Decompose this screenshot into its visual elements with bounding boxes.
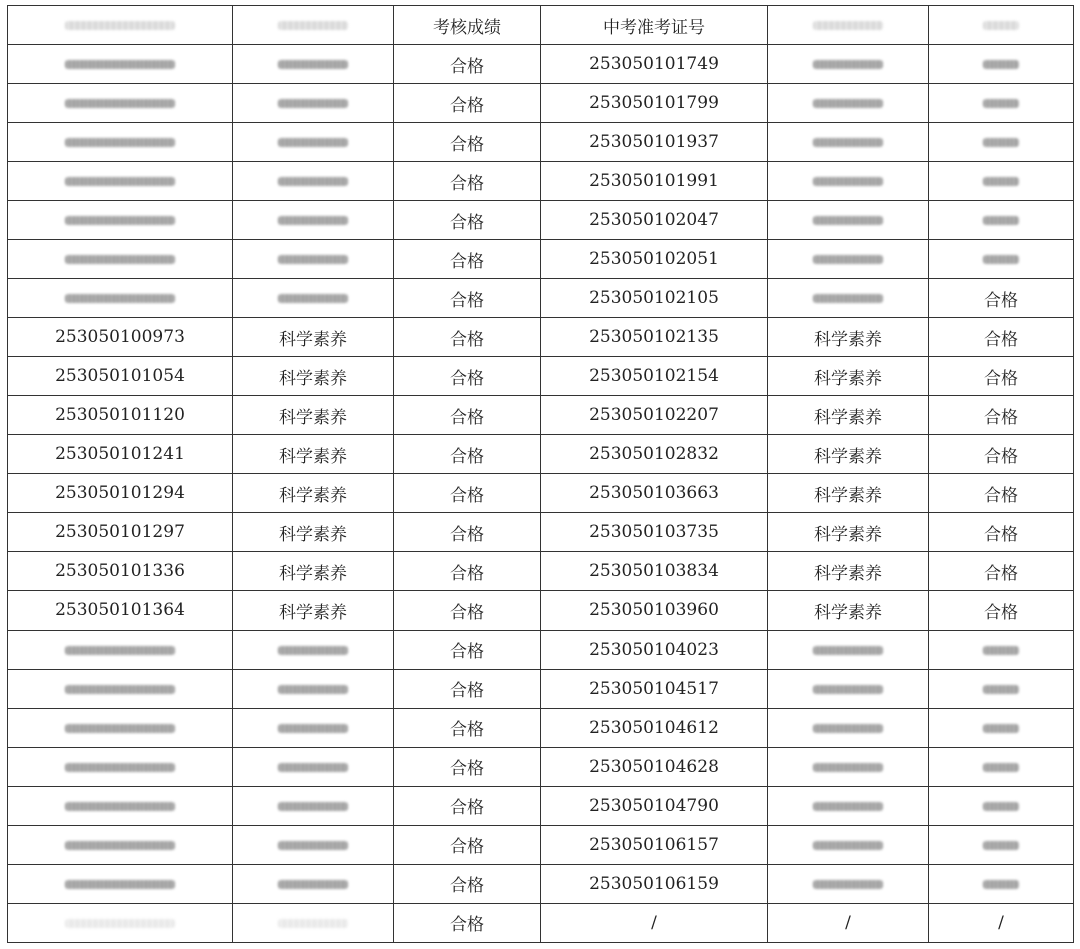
cell-right-id: 253050102105 xyxy=(541,279,768,318)
cell-right-subject xyxy=(768,825,929,864)
cell-right-result xyxy=(929,123,1074,162)
cell-right-subject xyxy=(768,669,929,708)
blurred-text xyxy=(813,99,883,108)
cell-left-result: 合格 xyxy=(394,903,541,942)
cell-left-result: 合格 xyxy=(394,864,541,903)
cell-left-subject xyxy=(233,825,394,864)
cell-right-id: 253050101937 xyxy=(541,123,768,162)
cell-left-subject xyxy=(233,786,394,825)
table-row xyxy=(8,84,1074,123)
blurred-text xyxy=(813,216,883,225)
cell-left-subject xyxy=(233,123,394,162)
blurred-text xyxy=(65,685,175,694)
cell-right-id: 253050103834 xyxy=(541,552,768,591)
blurred-text xyxy=(65,216,175,225)
cell-left-result: 合格 xyxy=(394,474,541,513)
cell-left-id xyxy=(8,123,233,162)
cell-left-subject: 科学素养 xyxy=(233,591,394,630)
cell-left-id xyxy=(8,708,233,747)
blurred-text xyxy=(983,841,1019,850)
cell-right-subject xyxy=(768,786,929,825)
cell-left-result: 合格 xyxy=(394,669,541,708)
cell-left-id: 253050101120 xyxy=(8,396,233,435)
cell-right-result xyxy=(929,240,1074,279)
blurred-text xyxy=(278,841,348,850)
cell-left-subject xyxy=(233,84,394,123)
blurred-text xyxy=(813,724,883,733)
table-row xyxy=(8,747,1074,786)
cell-right-subject xyxy=(768,45,929,84)
table-row xyxy=(8,162,1074,201)
table-row xyxy=(8,708,1074,747)
cell-right-id: 253050102047 xyxy=(541,201,768,240)
blurred-text xyxy=(983,216,1019,225)
cell-right-subject: / xyxy=(768,903,929,942)
table-row xyxy=(8,903,1074,942)
cell-right-subject: 科学素养 xyxy=(768,552,929,591)
cell-right-result xyxy=(929,708,1074,747)
table-row xyxy=(8,825,1074,864)
cell-left-result: 合格 xyxy=(394,825,541,864)
cell-left-result: 合格 xyxy=(394,240,541,279)
cell-left-id xyxy=(8,864,233,903)
blurred-text xyxy=(278,177,348,186)
blurred-text xyxy=(65,255,175,264)
header-cell-left-id xyxy=(8,6,233,45)
cell-right-id: 253050104628 xyxy=(541,747,768,786)
cell-left-result: 合格 xyxy=(394,552,541,591)
cell-left-subject: 科学素养 xyxy=(233,513,394,552)
cell-left-subject: 科学素养 xyxy=(233,318,394,357)
cell-right-result: 合格 xyxy=(929,279,1074,318)
cell-right-subject: 科学素养 xyxy=(768,318,929,357)
blurred-text xyxy=(65,294,175,303)
blurred-text xyxy=(983,802,1019,811)
cell-left-result: 合格 xyxy=(394,279,541,318)
blurred-text xyxy=(813,21,883,30)
blurred-text xyxy=(278,138,348,147)
cell-right-subject: 科学素养 xyxy=(768,396,929,435)
cell-right-id: 253050102207 xyxy=(541,396,768,435)
table-row xyxy=(8,45,1074,84)
cell-right-subject xyxy=(768,162,929,201)
cell-left-id: 253050101364 xyxy=(8,591,233,630)
blurred-text xyxy=(65,177,175,186)
table-row xyxy=(8,669,1074,708)
cell-right-result: 合格 xyxy=(929,396,1074,435)
cell-right-id: 253050101799 xyxy=(541,84,768,123)
blurred-text xyxy=(278,60,348,69)
cell-right-id: 253050104612 xyxy=(541,708,768,747)
cell-right-subject xyxy=(768,279,929,318)
blurred-text xyxy=(813,138,883,147)
cell-left-id xyxy=(8,825,233,864)
cell-left-result: 合格 xyxy=(394,123,541,162)
blurred-text xyxy=(65,21,175,30)
cell-right-id: 253050101991 xyxy=(541,162,768,201)
blurred-text xyxy=(983,880,1019,889)
results-table xyxy=(7,5,1074,943)
blurred-text xyxy=(278,99,348,108)
blurred-text xyxy=(813,294,883,303)
cell-left-id xyxy=(8,162,233,201)
header-cell-exam-number: 中考准考证号 xyxy=(541,6,768,45)
cell-left-id: 253050101336 xyxy=(8,552,233,591)
blurred-text xyxy=(983,60,1019,69)
cell-left-subject xyxy=(233,201,394,240)
cell-right-id: 253050102832 xyxy=(541,435,768,474)
cell-left-subject xyxy=(233,45,394,84)
cell-right-id: 253050102135 xyxy=(541,318,768,357)
cell-right-id: 253050106157 xyxy=(541,825,768,864)
blurred-text xyxy=(813,177,883,186)
cell-left-result: 合格 xyxy=(394,591,541,630)
table-row xyxy=(8,318,1074,357)
table-row xyxy=(8,240,1074,279)
cell-left-result: 合格 xyxy=(394,318,541,357)
cell-left-id: 253050101294 xyxy=(8,474,233,513)
blurred-text xyxy=(278,21,348,30)
blurred-text xyxy=(278,646,348,655)
table-row xyxy=(8,123,1074,162)
blurred-text xyxy=(813,802,883,811)
cell-right-subject xyxy=(768,864,929,903)
cell-right-result: 合格 xyxy=(929,357,1074,396)
cell-right-result xyxy=(929,201,1074,240)
cell-left-result: 合格 xyxy=(394,84,541,123)
blurred-text xyxy=(65,724,175,733)
cell-right-id: 253050103663 xyxy=(541,474,768,513)
blurred-text xyxy=(278,255,348,264)
cell-left-result: 合格 xyxy=(394,630,541,669)
cell-right-id: 253050102154 xyxy=(541,357,768,396)
blurred-text xyxy=(813,255,883,264)
cell-right-result: 合格 xyxy=(929,591,1074,630)
table-row xyxy=(8,630,1074,669)
cell-left-subject: 科学素养 xyxy=(233,396,394,435)
cell-left-id xyxy=(8,45,233,84)
cell-right-id: / xyxy=(541,903,768,942)
blurred-text xyxy=(983,646,1019,655)
cell-right-subject xyxy=(768,708,929,747)
cell-right-subject xyxy=(768,201,929,240)
blurred-text xyxy=(813,60,883,69)
header-row xyxy=(8,6,1074,45)
blurred-text xyxy=(813,880,883,889)
blurred-text xyxy=(65,646,175,655)
cell-right-result: 合格 xyxy=(929,513,1074,552)
cell-left-subject xyxy=(233,747,394,786)
cell-left-id xyxy=(8,201,233,240)
cell-right-id: 253050104790 xyxy=(541,786,768,825)
cell-right-id: 253050103735 xyxy=(541,513,768,552)
cell-left-subject: 科学素养 xyxy=(233,435,394,474)
cell-right-result: 合格 xyxy=(929,318,1074,357)
table-row xyxy=(8,864,1074,903)
cell-right-result xyxy=(929,786,1074,825)
blurred-text xyxy=(65,919,175,928)
cell-left-result: 合格 xyxy=(394,747,541,786)
cell-right-id: 253050103960 xyxy=(541,591,768,630)
cell-left-id xyxy=(8,84,233,123)
blurred-text xyxy=(983,763,1019,772)
table-row xyxy=(8,591,1074,630)
blurred-text xyxy=(65,841,175,850)
cell-right-result xyxy=(929,864,1074,903)
blurred-text xyxy=(278,763,348,772)
cell-left-result: 合格 xyxy=(394,786,541,825)
cell-right-id: 253050104023 xyxy=(541,630,768,669)
cell-right-subject: 科学素养 xyxy=(768,513,929,552)
table-row xyxy=(8,279,1074,318)
cell-left-result: 合格 xyxy=(394,45,541,84)
cell-right-result: 合格 xyxy=(929,552,1074,591)
cell-left-id: 253050101241 xyxy=(8,435,233,474)
blurred-text xyxy=(983,21,1019,30)
cell-left-subject xyxy=(233,240,394,279)
cell-right-result xyxy=(929,162,1074,201)
cell-right-result xyxy=(929,747,1074,786)
cell-left-subject xyxy=(233,669,394,708)
cell-right-subject: 科学素养 xyxy=(768,357,929,396)
header-cell-left-subject xyxy=(233,6,394,45)
blurred-text xyxy=(278,802,348,811)
cell-left-id xyxy=(8,786,233,825)
cell-left-result: 合格 xyxy=(394,435,541,474)
blurred-text xyxy=(278,294,348,303)
table-row xyxy=(8,435,1074,474)
cell-right-result xyxy=(929,45,1074,84)
cell-left-id: 253050100973 xyxy=(8,318,233,357)
blurred-text xyxy=(278,685,348,694)
blurred-text xyxy=(813,685,883,694)
cell-left-id xyxy=(8,669,233,708)
blurred-text xyxy=(983,99,1019,108)
cell-left-id xyxy=(8,903,233,942)
table-row xyxy=(8,552,1074,591)
blurred-text xyxy=(983,685,1019,694)
table-row xyxy=(8,201,1074,240)
cell-right-result xyxy=(929,825,1074,864)
header-cell-right-subject xyxy=(768,6,929,45)
blurred-text xyxy=(65,802,175,811)
cell-left-result: 合格 xyxy=(394,708,541,747)
cell-left-subject: 科学素养 xyxy=(233,474,394,513)
cell-left-result: 合格 xyxy=(394,201,541,240)
cell-right-result: 合格 xyxy=(929,474,1074,513)
cell-right-subject: 科学素养 xyxy=(768,435,929,474)
cell-right-subject xyxy=(768,123,929,162)
blurred-text xyxy=(278,216,348,225)
blurred-text xyxy=(983,177,1019,186)
cell-left-id xyxy=(8,630,233,669)
table-row xyxy=(8,513,1074,552)
cell-left-id xyxy=(8,747,233,786)
cell-right-subject xyxy=(768,84,929,123)
cell-left-subject xyxy=(233,279,394,318)
cell-right-subject xyxy=(768,240,929,279)
blurred-text xyxy=(983,255,1019,264)
blurred-text xyxy=(278,919,348,928)
cell-right-subject xyxy=(768,747,929,786)
cell-left-subject xyxy=(233,162,394,201)
table-row xyxy=(8,357,1074,396)
table-row xyxy=(8,474,1074,513)
cell-right-id: 253050101749 xyxy=(541,45,768,84)
cell-right-result xyxy=(929,84,1074,123)
cell-left-result: 合格 xyxy=(394,513,541,552)
cell-left-result: 合格 xyxy=(394,396,541,435)
cell-right-id: 253050104517 xyxy=(541,669,768,708)
table-row xyxy=(8,786,1074,825)
cell-left-subject: 科学素养 xyxy=(233,357,394,396)
header-cell-right-result xyxy=(929,6,1074,45)
blurred-text xyxy=(983,724,1019,733)
blurred-text xyxy=(813,763,883,772)
cell-right-subject xyxy=(768,630,929,669)
cell-right-result xyxy=(929,630,1074,669)
blurred-text xyxy=(65,60,175,69)
cell-right-subject: 科学素养 xyxy=(768,474,929,513)
header-cell-score: 考核成绩 xyxy=(394,6,541,45)
cell-left-result: 合格 xyxy=(394,162,541,201)
blurred-text xyxy=(65,763,175,772)
cell-left-id xyxy=(8,279,233,318)
blurred-text xyxy=(278,880,348,889)
cell-left-id: 253050101297 xyxy=(8,513,233,552)
cell-left-id: 253050101054 xyxy=(8,357,233,396)
cell-left-subject xyxy=(233,708,394,747)
cell-left-subject xyxy=(233,903,394,942)
cell-right-id: 253050106159 xyxy=(541,864,768,903)
blurred-text xyxy=(65,99,175,108)
cell-right-result xyxy=(929,669,1074,708)
cell-left-result: 合格 xyxy=(394,357,541,396)
cell-left-subject: 科学素养 xyxy=(233,552,394,591)
blurred-text xyxy=(65,880,175,889)
blurred-text xyxy=(813,841,883,850)
blurred-text xyxy=(813,646,883,655)
cell-right-id: 253050102051 xyxy=(541,240,768,279)
table-row xyxy=(8,396,1074,435)
blurred-text xyxy=(65,138,175,147)
blurred-text xyxy=(278,724,348,733)
cell-right-subject: 科学素养 xyxy=(768,591,929,630)
cell-left-id xyxy=(8,240,233,279)
cell-right-result: 合格 xyxy=(929,435,1074,474)
cell-left-subject xyxy=(233,864,394,903)
blurred-text xyxy=(983,138,1019,147)
cell-right-result: / xyxy=(929,903,1074,942)
cell-left-subject xyxy=(233,630,394,669)
